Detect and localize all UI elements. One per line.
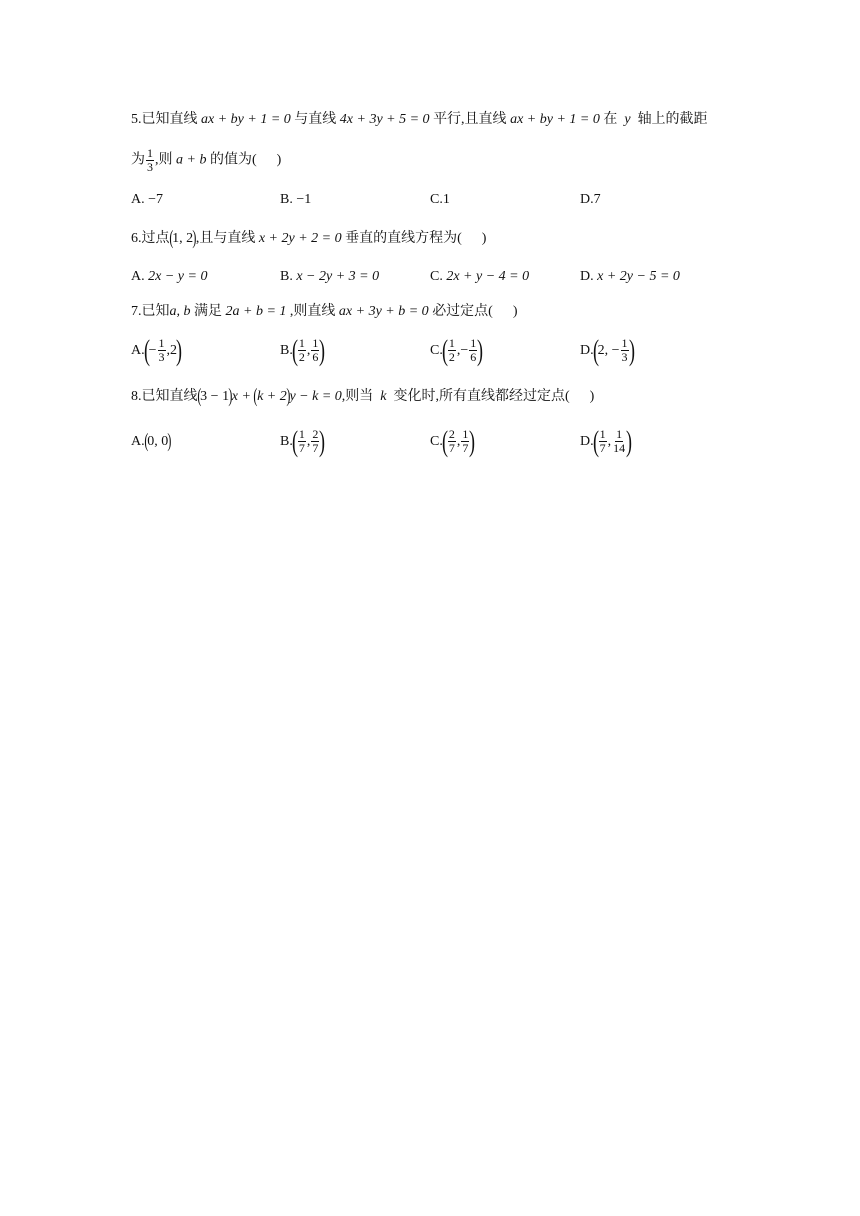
q7-option-d-head: 2, − (597, 343, 620, 358)
q8-b-num2: 2 (312, 427, 319, 442)
q6-text-pre: 6.过点 (131, 231, 170, 246)
q7-expr: ax + 3y + b = 0 (338, 304, 429, 319)
q7-text-end: 必过定点( (432, 304, 493, 319)
q8-text-pre: 8.已知直线 (131, 389, 198, 404)
question-5-line-2 (131, 147, 281, 174)
q5-text-mid-3: 在 (603, 112, 618, 127)
q5-option-a: A. −7 (131, 192, 164, 207)
q6-option-a (131, 267, 207, 287)
q8-option-b-fraction-1 (298, 428, 306, 455)
q5-fraction (146, 147, 154, 174)
q7-c-num2: 1 (470, 336, 477, 351)
q8-option-c-label: C. (430, 434, 443, 449)
q8-option-a-label: A. (131, 434, 145, 449)
q5-expr-2: 4x + 3y + 5 = 0 (339, 112, 430, 127)
q8-b-den1: 7 (298, 441, 305, 456)
q7-a-den: 3 (158, 350, 165, 365)
q6-point: 1, 2 (172, 231, 194, 246)
q8-text-mid: ,则当 (341, 389, 374, 404)
q5-expr-1: ax + by + 1 = 0 (201, 112, 291, 127)
q7-option-d-label: D. (580, 343, 594, 358)
q5-expr-4: a + b (176, 152, 207, 168)
q6-option-c-expr: 2x + y − 4 = 0 (446, 269, 530, 284)
q8-c-den2: 7 (462, 441, 469, 456)
q5-text-line2-pre: 为 (131, 152, 145, 168)
q7-b-den2: 6 (312, 350, 319, 365)
q7-option-c-sign: − (460, 343, 469, 358)
q5-text-mid-1: 与直线 (294, 112, 337, 127)
question-8-line: 8.已知直线(3 − 1)x + (k + 2)y − k = 0,则当 k 变化时,所有直线都经过定点( ) (131, 385, 595, 407)
q7-a-num: 1 (158, 336, 165, 351)
q6-option-a-expr: 2x − y = 0 (148, 269, 208, 284)
q6-option-b-expr: x − 2y + 3 = 0 (296, 269, 380, 284)
q5-option-d: D.7 (580, 192, 601, 207)
q5-text-line2-end: 的值为( (209, 152, 257, 168)
q5-frac-numerator: 1 (147, 146, 153, 160)
q7-option-b-label: B. (280, 343, 293, 358)
question-7-line (131, 302, 518, 322)
q7-option-b: B.( $\frac{1}{2}$ , $\frac{1}{6}$ ) (280, 333, 326, 367)
q6-option-d (580, 267, 680, 287)
q7-option-a: A.(− $\frac{1}{3}$ ,2) (131, 333, 183, 367)
q8-d-den1: 7 (599, 441, 606, 456)
q8-x-term: x + (231, 389, 251, 404)
q7-text-pre: 7.已知 (131, 304, 170, 319)
q6-text-mid: ,且与直线 (195, 231, 256, 246)
q5-text-mid-2: 平行,且直线 (433, 112, 507, 127)
q7-c-num1: 1 (448, 336, 455, 351)
q8-option-d-fraction-1 (599, 428, 607, 455)
q7-c-den1: 2 (448, 350, 455, 365)
q8-option-d-label: D. (580, 434, 594, 449)
q5-var-y: y (624, 112, 631, 127)
q7-text-mid-2: ,则直线 (289, 304, 336, 319)
q7-d-num: 1 (621, 336, 628, 351)
q5-text-pre: 5.已知直线 (131, 112, 198, 127)
q8-c-num2: 1 (462, 427, 469, 442)
q6-text-end: 垂直的直线方程为( (345, 231, 462, 246)
q7-condition: 2a + b = 1 (225, 304, 287, 319)
q8-option-b-label: B. (280, 434, 293, 449)
q5-close-paren: ) (276, 152, 282, 168)
q7-option-c-label: C. (430, 343, 443, 358)
q7-option-a-sign: − (148, 343, 157, 358)
q6-close-paren: ) (481, 231, 487, 246)
q8-c-den1: 7 (448, 441, 455, 456)
q7-option-c: C.( $\frac{1}{2}$ ,− $\frac{1}{6}$ ) (430, 333, 484, 367)
q6-option-c-label: C. (430, 269, 443, 284)
q8-b-num1: 1 (298, 427, 305, 442)
q6-option-a-label: A. (131, 269, 145, 284)
q5-frac-denominator: 3 (147, 160, 153, 174)
q8-b-den2: 7 (312, 441, 319, 456)
q8-option-d: D.( $\frac{1}{7}$ , $\frac{1}{14}$ ) (580, 424, 633, 458)
q7-option-d-fraction (621, 337, 629, 364)
q5-option-c: C.1 (430, 192, 450, 207)
q8-option-c-fraction-1 (448, 428, 456, 455)
q8-option-a: A.(0, 0) (131, 430, 172, 452)
q5-expr-3: ax + by + 1 = 0 (510, 112, 600, 127)
q7-option-c-fraction-1 (448, 337, 456, 364)
q7-d-den: 3 (621, 350, 628, 365)
q5-text-line2-mid: ,则 (155, 152, 173, 168)
q8-close-paren: ) (589, 389, 595, 404)
question-6-line: 6.过点(1, 2),且与直线 x + 2y + 2 = 0 垂直的直线方程为( ) (131, 227, 487, 249)
q8-option-d-fraction-2 (612, 428, 626, 455)
q7-option-b-fraction-1 (298, 337, 306, 364)
q7-vars: a, b (169, 304, 191, 319)
q8-option-c: C.( $\frac{2}{7}$ , $\frac{1}{7}$ ) (430, 424, 476, 458)
q6-option-d-expr: x + 2y − 5 = 0 (597, 269, 680, 284)
q8-d-den2: 14 (613, 441, 626, 456)
q8-d-num2: 1 (616, 427, 623, 442)
q7-b-num1: 1 (298, 336, 305, 351)
q6-expr: x + 2y + 2 = 0 (258, 231, 342, 246)
q8-d-num1: 1 (599, 427, 606, 442)
q6-option-c (430, 267, 529, 287)
q5-text-end-1: 轴上的截距 (637, 112, 708, 127)
q7-option-a-fraction (158, 337, 166, 364)
q5-option-b: B. −1 (280, 192, 312, 207)
q8-option-a-value: 0, 0 (147, 434, 169, 449)
q8-var-k: k (380, 389, 387, 404)
q7-option-d: D.(2, − $\frac{1}{3}$ ) (580, 333, 635, 367)
q8-rest: y − k = 0 (289, 389, 342, 404)
q8-paren-2: k + 2 (257, 389, 287, 404)
q7-b-den1: 2 (298, 350, 305, 365)
q7-option-a-tail: ,2 (166, 343, 178, 358)
q7-option-a-label: A. (131, 343, 145, 358)
q8-option-b: B.( $\frac{1}{7}$ , $\frac{2}{7}$ ) (280, 424, 326, 458)
q8-text-end: 变化时,所有直线都经过定点( (393, 389, 570, 404)
q7-c-den2: 6 (470, 350, 477, 365)
q8-paren-1: 3 − 1 (200, 389, 230, 404)
q6-option-b-label: B. (280, 269, 293, 284)
q7-text-mid-1: 满足 (194, 304, 222, 319)
q7-close-paren: ) (512, 304, 518, 319)
q6-option-b (280, 267, 379, 287)
q6-option-d-label: D. (580, 269, 594, 284)
q8-c-num1: 2 (448, 427, 455, 442)
question-5-line-1 (131, 110, 708, 130)
q7-b-num2: 1 (312, 336, 319, 351)
